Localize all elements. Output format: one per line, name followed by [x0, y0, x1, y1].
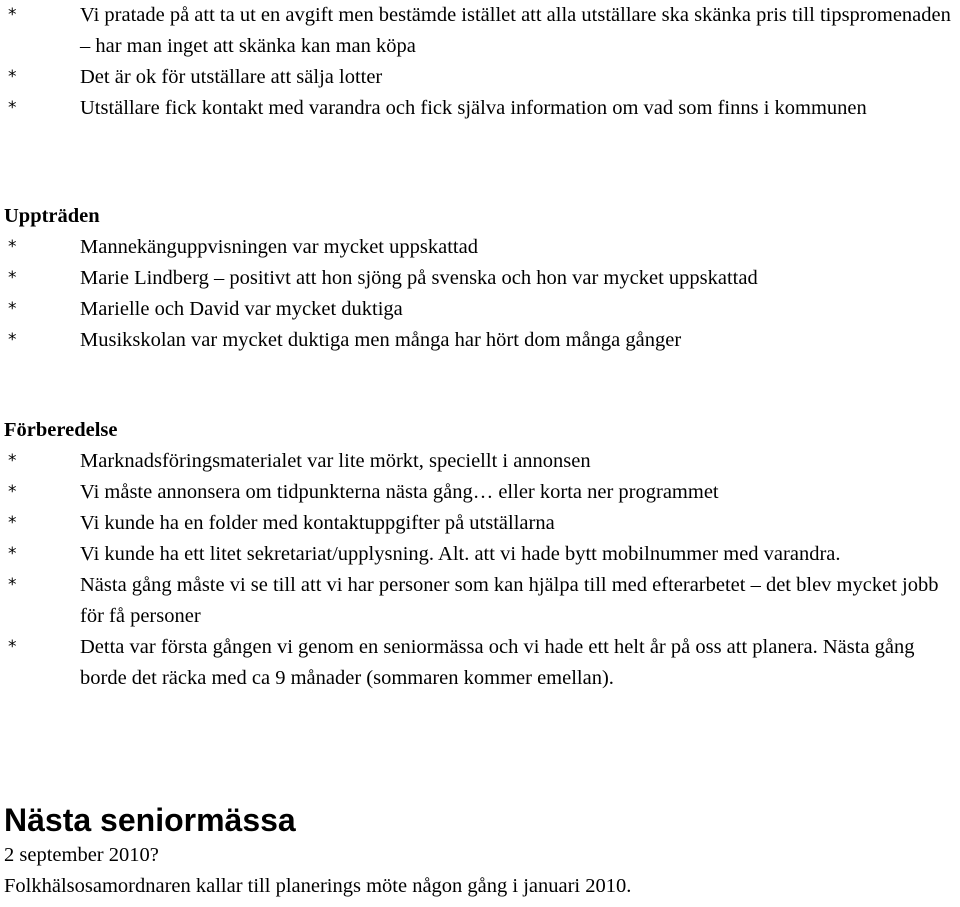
list-item-text: Det är ok för utställare att sälja lotter [80, 66, 383, 88]
uppträden-section [0, 201, 960, 356]
section-heading: Förberedelse [4, 419, 118, 441]
list-item-text: Vi kunde ha ett litet sekretariat/upplysning. Alt. att vi hade bytt mobilnummer med varandra. [80, 543, 841, 565]
förberedelse-section [0, 415, 960, 694]
list-item-text: Marknadsföringsmaterialet var lite mörkt, speciellt i annonsen [80, 450, 591, 472]
bullet-asterisk-icon: * [8, 268, 17, 288]
list-item [0, 570, 960, 632]
list-item [0, 62, 960, 93]
förberedelse-list [0, 446, 960, 694]
bullet-asterisk-icon: * [8, 513, 17, 533]
list-item [0, 232, 960, 263]
list-item-text: Vi måste annonsera om tidpunkterna nästa gång… eller korta ner programmet [80, 481, 719, 503]
list-item [0, 263, 960, 294]
bullet-asterisk-icon: * [8, 637, 17, 657]
list-item-text: Mannekänguppvisningen var mycket uppskattad [80, 236, 478, 258]
list-item [0, 539, 960, 570]
bullet-asterisk-icon: * [8, 67, 17, 87]
bullet-asterisk-icon: * [8, 544, 17, 564]
list-item [0, 325, 960, 356]
list-item [0, 508, 960, 539]
bullet-asterisk-icon: * [8, 330, 17, 350]
bullet-asterisk-icon: * [8, 482, 17, 502]
nasta-seniormassa-section [0, 800, 631, 902]
bullet-asterisk-icon: * [8, 575, 17, 595]
section-title: Nästa seniormässa [4, 802, 296, 838]
bullet-asterisk-icon: * [8, 5, 17, 25]
list-item-text: Musikskolan var mycket duktiga men många har hört dom många gånger [80, 329, 682, 351]
list-item [0, 446, 960, 477]
info-line: Folkhälsosamordnaren kallar till planerings möte någon gång i januari 2010. [4, 875, 632, 897]
list-item-text: Utställare fick kontakt med varandra och fick själva information om vad som finns i kommunen [80, 97, 867, 119]
bullet-asterisk-icon: * [8, 237, 17, 257]
date-line: 2 september 2010? [4, 844, 159, 866]
list-item [0, 477, 960, 508]
bullet-asterisk-icon: * [8, 451, 17, 471]
list-item-text: Vi pratade på att ta ut en avgift men bestämde istället att alla utställare ska skänka pris till tipspromenaden – har man inget att skänka kan man köpa [80, 4, 951, 57]
list-item [0, 0, 960, 62]
uppträden-list [0, 232, 960, 356]
list-item-text: Nästa gång måste vi se till att vi har personer som kan hjälpa till med efterarbetet – det blev mycket jobb för få personer [80, 574, 939, 627]
section-heading: Uppträden [4, 205, 100, 227]
bullet-asterisk-icon: * [8, 299, 17, 319]
list-item [0, 93, 960, 124]
bullet-asterisk-icon: * [8, 98, 17, 118]
list-item [0, 632, 960, 694]
list-item-text: Marie Lindberg – positivt att hon sjöng på svenska och hon var mycket uppskattad [80, 267, 758, 289]
list-item-text: Vi kunde ha en folder med kontaktuppgifter på utställarna [80, 512, 555, 534]
list-item-text: Marielle och David var mycket duktiga [80, 298, 403, 320]
intro-section [0, 0, 960, 124]
intro-list [0, 0, 960, 124]
list-item [0, 294, 960, 325]
list-item-text: Detta var första gången vi genom en seniormässa och vi hade ett helt år på oss att planera. Nästa gång borde det räcka med ca 9 månader (sommaren kommer emellan). [80, 636, 915, 689]
